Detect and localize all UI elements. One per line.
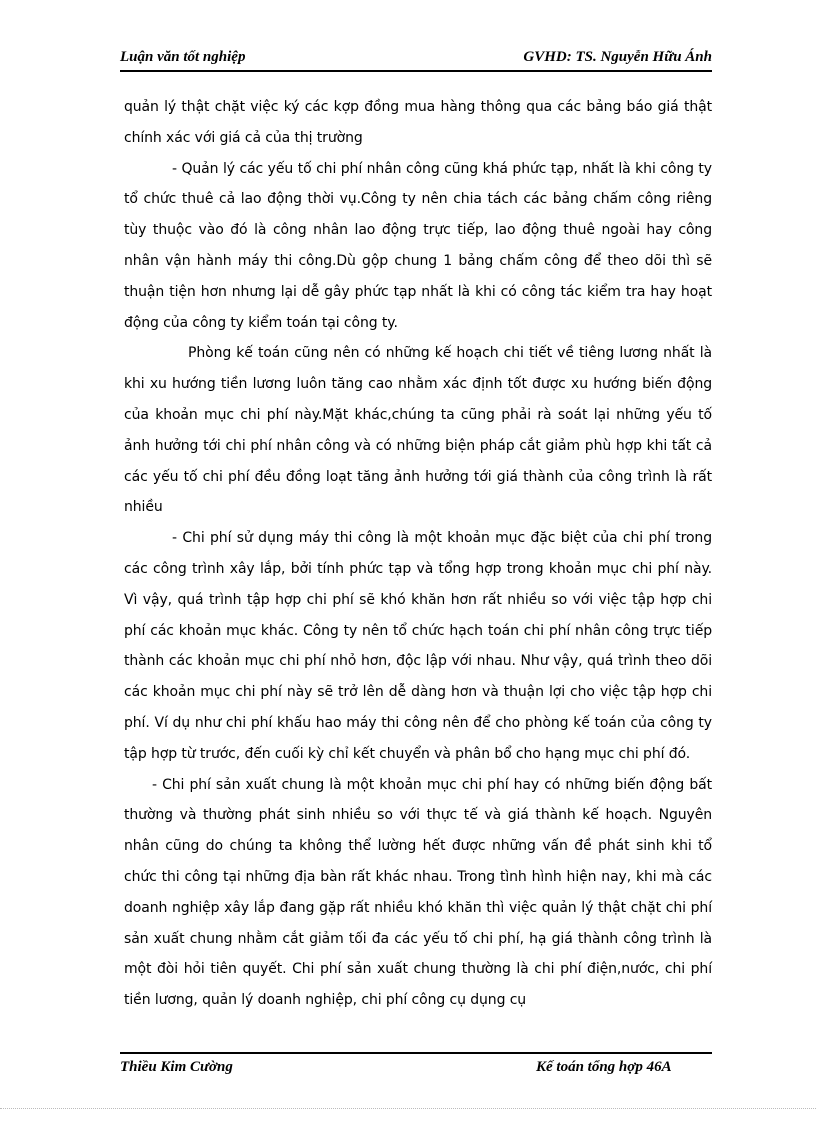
page-footer [120, 1052, 712, 1080]
paragraph-labor-cost: - Quản lý các yếu tố chi phí nhân công cũng khá phức tạp, nhất là khi công ty tổ chức thuê cả lao động thời vụ.Công ty nên chia tách các bảng chấm công riêng tùy thuộc vào đó là công nhân lao động trực tiếp, lao động thuê ngoài hay công nhân vận hành máy thi công.Dù gộp chung 1 bảng chấm công để theo dõi thì sẽ thuận tiện hơn nhưng lại dễ gây phức tạp nhất là khi có công tác kiểm tra hay hoạt động của công ty kiểm toán tại công ty. [124, 160, 712, 331]
header-supervisor: GVHD: TS. Nguyễn Hữu Ánh [523, 49, 712, 65]
paragraph-machine-cost: - Chi phí sử dụng máy thi công là một khoản mục đặc biệt của chi phí trong các công trình xây lắp, bởi tính phức tạp và tổng hợp trong khoản mục chi phí này. Vì vậy, quá trình tập hợp chi phí sẽ khó khăn hơn rất nhiều so với việc tập hợp chi phí các khoản mục khác. Công ty nên tổ chức hạch toán chi phí nhân công trực tiếp thành các khoản mục chi phí nhỏ hơn, độc lập với nhau. Như vậy, quá trình theo dõi các khoản mục chi phí này sẽ trở lên dễ dàng hơn và thuận lợi cho việc tập hợp chi phí. Ví dụ như chi phí khấu hao máy thi công nên để cho phòng kế toán của công ty tập hợp từ trước, đến cuối kỳ chỉ kết chuyển và phân bổ cho hạng mục chi phí đó. [124, 530, 712, 762]
page-edge-divider [0, 1108, 816, 1109]
paragraph-overhead-cost: - Chi phí sản xuất chung là một khoản mục chi phí hay có những biến động bất thường và thường phát sinh nhiều so với thực tế và giá thành kế hoạch. Nguyên nhân cũng do chúng ta không thể lường hết được những vấn đề phát sinh khi tổ chức thi công tại những địa bàn rất khác nhau. Trong tình hình hiện nay, khi mà các doanh nghiệp xây lắp đang gặp rất nhiều khó khăn thì việc quản lý thật chặt chi phí sản xuất chung nhằm cắt giảm tối đa các yếu tố chi phí, hạ giá thành công trình là một đòi hỏi tiên quyết. Chi phí sản xuất chung thường là chi phí điện,nước, chi phí tiền lương, quản lý doanh nghiệp, chi phí công cụ dụng cụ [124, 776, 712, 1009]
footer-author: Thiều Kim Cường [120, 1059, 233, 1075]
paragraph-continuation: quản lý thật chặt việc ký các kợp đồng mua hàng thông qua các bảng báo giá thật chính xác với giá cả của thị trường [124, 99, 712, 146]
paragraph-accounting-plan: Phòng kế toán cũng nên có những kế hoạch chi tiết về tiêng lương nhất là khi xu hướng tiền lương luôn tăng cao nhằm xác định tốt được xu hướng biến động của khoản mục chi phí này.Mặt khác,chúng ta cũng phải rà soát lại những yếu tố ảnh hưởng tới chi phí nhân công và có những biện pháp cắt giảm phù hợp khi tất cả các yếu tố chi phí đều đồng loạt tăng ảnh hưởng tới giá thành của công trình là rất nhiều [124, 345, 712, 516]
document-body [124, 92, 712, 1016]
header-thesis-title: Luận văn tốt nghiệp [120, 49, 246, 65]
footer-class: Kế toán tổng hợp 46A [536, 1059, 672, 1075]
page-header [120, 46, 712, 72]
